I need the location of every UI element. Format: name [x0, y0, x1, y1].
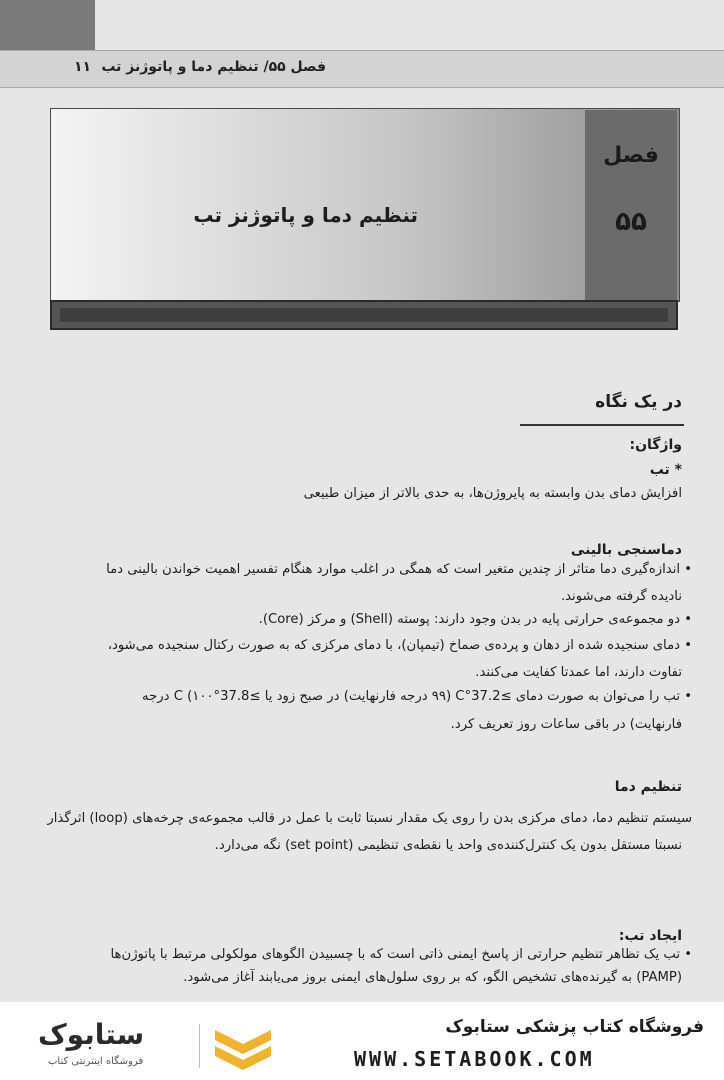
footer-divider: [199, 1024, 200, 1068]
glossary-definition: افزایش دمای بدن وابسته به پایروژن‌ها، به حدی بالاتر از میزان طبیعی: [303, 486, 682, 501]
at-a-glance-underline: [520, 424, 684, 426]
store-url[interactable]: WWW.SETABOOK.COM: [354, 1047, 595, 1071]
clinical-line: تفاوت دارند، اما عمدتا کفایت می‌کنند.: [475, 665, 682, 680]
store-name: فروشگاه کتاب پزشکی ستابوک: [445, 1017, 704, 1037]
clinical-line: • دمای سنجیده شده از دهان و پرده‌ی صماخ (تیمپان)، با دمای مرکزی که به صورت رکتال سنجیده می‌شود،: [107, 638, 692, 653]
chapter-label: فصل: [603, 143, 659, 168]
book-logo-icon: [213, 1026, 273, 1070]
at-a-glance-title: در یک نگاه: [595, 392, 682, 412]
clinical-heading: دماسنجی بالینی: [570, 542, 682, 558]
clinical-line: • اندازه‌گیری دما متاثر از چندین متغیر است که همگی در اغلب موارد هنگام تفسیر اهمیت خواندن بالینی دما: [106, 562, 692, 577]
clinical-line: • تب را می‌توان به صورت دمای ≥37.2°C (۹۹ درجه فارنهایت) در صبح زود یا ≥37.8°C (۱۰۰ درجه: [142, 689, 692, 704]
clinical-line: نادیده گرفته می‌شوند.: [560, 589, 682, 604]
chapter-bar-inner: [60, 308, 668, 322]
fever-heading: ایجاد تب:: [618, 928, 682, 944]
glossary-heading: واژگان:: [629, 437, 682, 453]
chapter-number: ۵۵: [615, 207, 647, 237]
logo-tagline: فروشگاه اینترنتی کتاب: [48, 1056, 144, 1067]
page-number: ۱۱: [74, 59, 92, 75]
fever-line: • تب یک تظاهر تنظیم حرارتی از پاسخ ایمنی ذاتی است که با چسبیدن الگوهای مولکولی مرتبط با پاتوژن‌ها: [110, 947, 692, 962]
chapter-bar: [50, 300, 678, 330]
regulation-line: سیستم تنظیم دما، دمای مرکزی بدن را روی یک مقدار نسبتا ثابت با عمل در قالب مجموعه‌ی چرخه‌های (loop) اثرگذار: [47, 811, 692, 826]
running-header: [0, 50, 724, 88]
glossary-term: * تب: [649, 462, 682, 478]
chapter-title: تنظیم دما و پاتوژنز تب: [193, 203, 418, 227]
regulation-heading: تنظیم دما: [614, 779, 682, 795]
chapter-tab: [585, 110, 677, 300]
fever-line: (PAMP) به گیرنده‌های تشخیص الگو، که بر روی سلول‌های ایمنی بروز می‌یابند آغاز می‌شود.: [183, 970, 682, 985]
logo-wordmark: ستابوک: [38, 1018, 145, 1051]
clinical-line: • دو مجموعه‌ی حرارتی پایه در بدن وجود دارند: پوسته (Shell) و مرکز (Core).: [258, 612, 692, 627]
running-title: فصل ۵۵/ تنظیم دما و پاتوژنز تب: [101, 59, 326, 75]
clinical-line: فارنهایت) در باقی ساعات روز تعریف کرد.: [450, 717, 682, 732]
regulation-line: نسبتا مستقل بدون یک کنترل‌کننده‌ی واحد یا نقطه‌ی تنظیمی (set point) نگه می‌دارد.: [214, 838, 682, 853]
store-footer: [0, 1002, 724, 1080]
